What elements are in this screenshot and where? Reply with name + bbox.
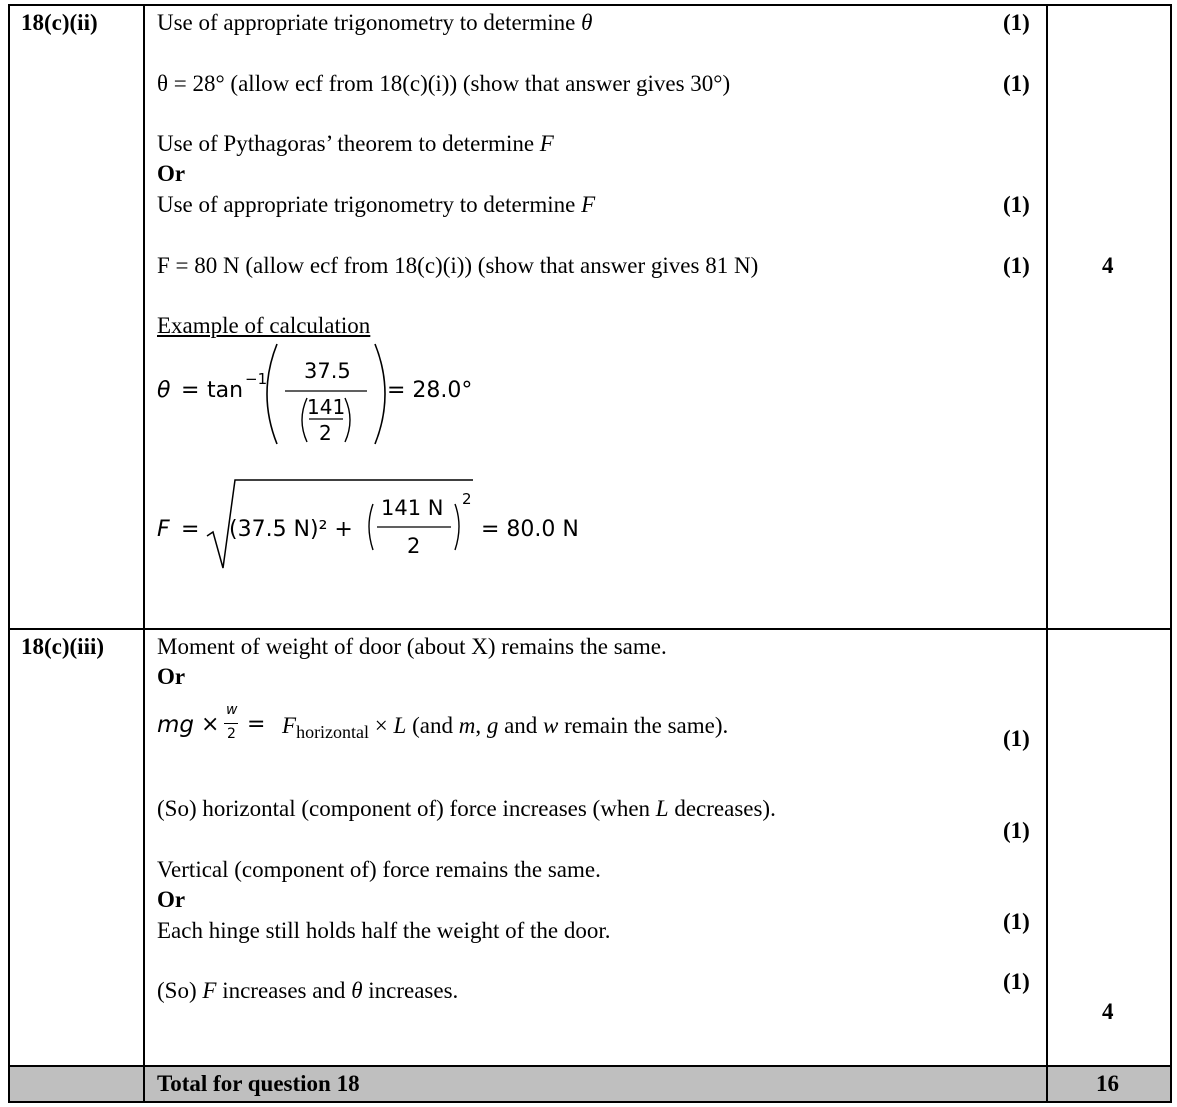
row-total-marks: 4 [1102, 999, 1114, 1024]
mark: (1) [1003, 192, 1030, 217]
column-divider [1046, 4, 1048, 1103]
example-heading: Example of calculation [157, 313, 371, 338]
answer-line: Use of appropriate trigonometry to determine F [157, 192, 596, 217]
moment-equation: mg × w 2 = $F_{horizontal} \times L$ (and m, g and w remain the same). [157, 702, 729, 742]
answer-line: Use of appropriate trigonometry to determine θ [157, 10, 593, 35]
equation-theta: θ = tan −1 37.5 141 2 = 28.0° [157, 340, 497, 450]
column-divider [143, 4, 145, 1103]
table-border-right [1170, 4, 1172, 1103]
answer-line: (So) F increases and θ increases. [157, 978, 459, 1003]
table-border-bottom [8, 1101, 1172, 1103]
equation-force: F = (37.5 N)² + 141 N 2 2 = 80.0 N [157, 474, 617, 574]
mark: (1) [1003, 71, 1030, 96]
total-label: Total for question 18 [157, 1071, 360, 1096]
or-separator: Or [157, 887, 186, 912]
row-divider [8, 628, 1172, 630]
answer-line: Use of Pythagoras’ theorem to determine F [157, 131, 554, 156]
answer-line: Each hinge still holds half the weight of the door. [157, 918, 611, 943]
answer-line: (So) horizontal (component of) force increases (when L decreases). [157, 796, 776, 821]
mark: (1) [1003, 969, 1030, 994]
mark: (1) [1003, 818, 1030, 843]
or-separator: Or [157, 664, 186, 689]
mark: (1) [1003, 10, 1030, 35]
answer-line: Moment of weight of door (about X) remains the same. [157, 634, 667, 659]
mark: (1) [1003, 253, 1030, 278]
row-divider [8, 1065, 1172, 1067]
mark: (1) [1003, 909, 1030, 934]
row-total-marks: 4 [1102, 253, 1114, 278]
answer-line: Vertical (component of) force remains the same. [157, 857, 601, 882]
or-separator: Or [157, 161, 186, 186]
answer-line: F = 80 N (allow ecf from 18(c)(i)) (show that answer gives 81 N) [157, 253, 759, 278]
question-number: 18(c)(ii) [21, 10, 98, 35]
table-border-left [8, 4, 10, 1103]
question-number: 18(c)(iii) [21, 634, 105, 659]
table-border-top [8, 4, 1172, 6]
fraction-bar [224, 723, 238, 724]
total-marks: 16 [1096, 1071, 1119, 1096]
mark: (1) [1003, 726, 1030, 751]
answer-line: θ = 28° (allow ecf from 18(c)(i)) (show that answer gives 30°) [157, 71, 731, 96]
